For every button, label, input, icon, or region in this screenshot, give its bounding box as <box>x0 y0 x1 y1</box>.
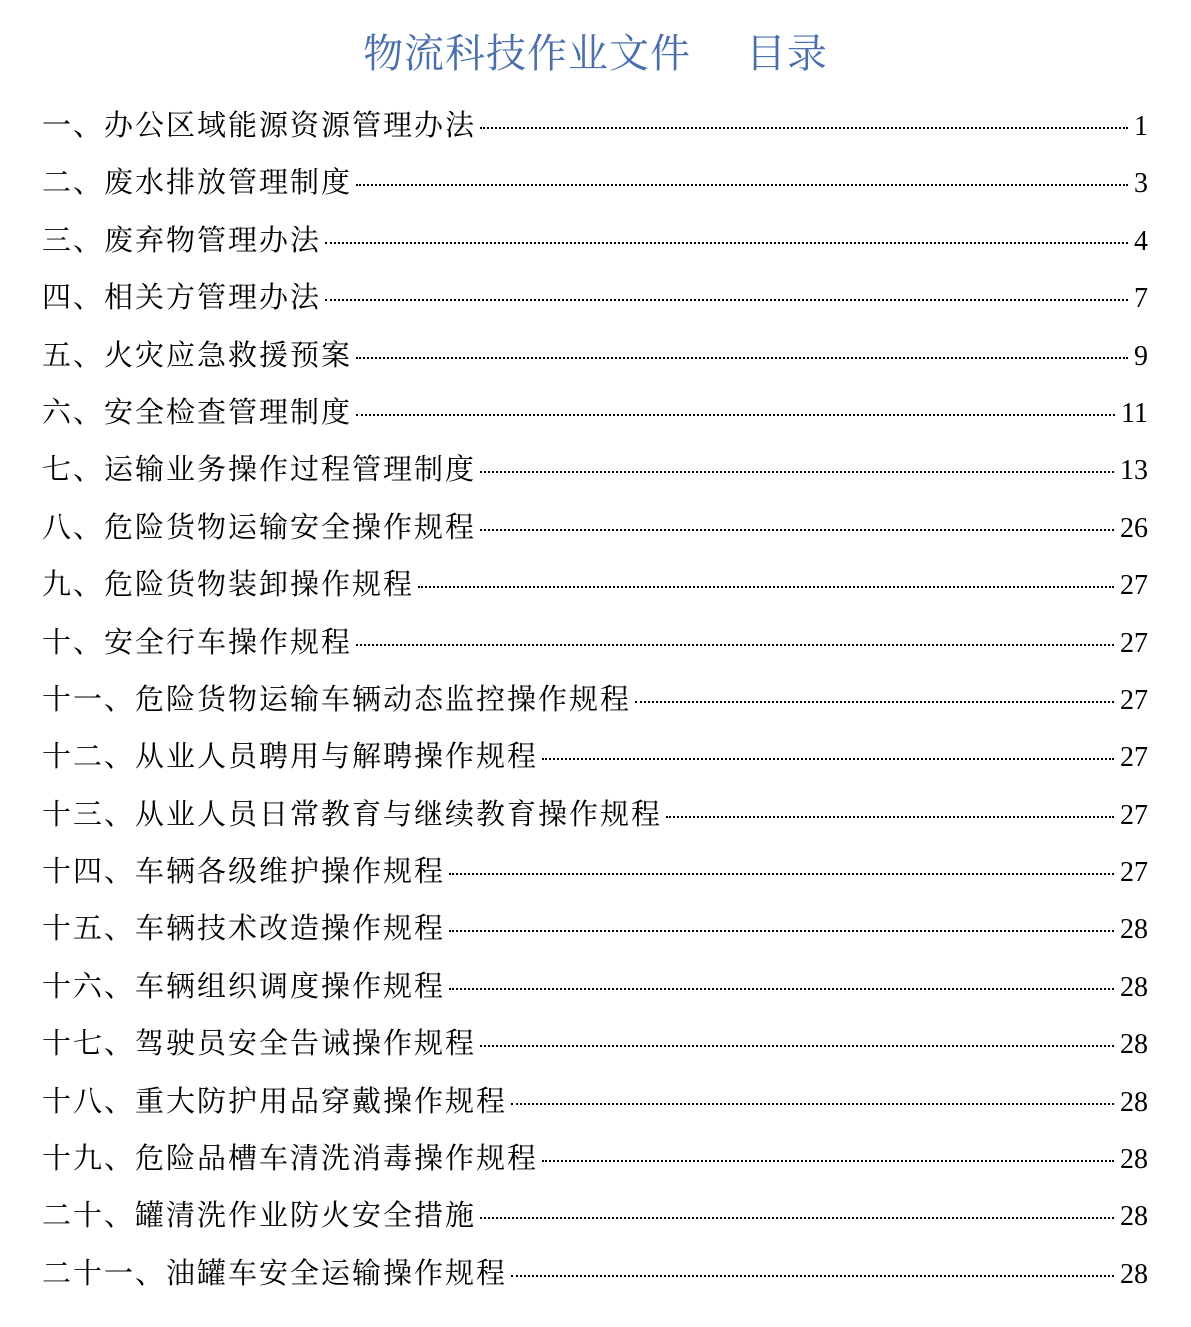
toc-entry[interactable] <box>42 1073 1148 1130</box>
toc-entry[interactable] <box>42 269 1148 326</box>
toc-entry-page-number: 26 <box>1120 512 1148 544</box>
toc-entry-label: 二十、罐清洗作业防火安全措施 <box>42 1198 477 1233</box>
toc-dot-leader <box>480 529 1114 531</box>
toc-entry-label: 五、火灾应急救援预案 <box>42 337 353 372</box>
toc-dot-leader <box>511 1275 1114 1277</box>
toc-entry-label: 十、安全行车操作规程 <box>42 624 353 659</box>
toc-entry[interactable] <box>42 327 1148 384</box>
toc-entry-page-number: 4 <box>1134 225 1148 257</box>
toc-entry-label: 二十一、油罐车安全运输操作规程 <box>42 1255 508 1290</box>
toc-entry-label: 八、危险货物运输安全操作规程 <box>42 509 477 544</box>
toc-entry[interactable] <box>42 441 1148 498</box>
toc-entry[interactable] <box>42 499 1148 556</box>
toc-entry[interactable] <box>42 958 1148 1015</box>
toc-entry-label: 三、废弃物管理办法 <box>42 222 322 257</box>
toc-dot-leader <box>542 758 1114 760</box>
toc-dot-leader <box>480 127 1128 129</box>
toc-entry-label: 七、运输业务操作过程管理制度 <box>42 452 477 487</box>
toc-entry[interactable] <box>42 1245 1148 1302</box>
toc-entry-label: 十九、危险品槽车清洗消毒操作规程 <box>42 1141 539 1176</box>
toc-entry[interactable] <box>42 97 1148 154</box>
toc-entry[interactable] <box>42 900 1148 957</box>
toc-entry-label: 四、相关方管理办法 <box>42 280 322 315</box>
toc-entry[interactable] <box>42 154 1148 211</box>
toc-entry-page-number: 3 <box>1134 168 1148 200</box>
toc-entry-label: 十六、车辆组织调度操作规程 <box>42 968 446 1003</box>
toc-entry-page-number: 28 <box>1120 1086 1148 1118</box>
toc-entry[interactable] <box>42 384 1148 441</box>
toc-entry-page-number: 28 <box>1120 1144 1148 1176</box>
toc-entry-label: 十二、从业人员聘用与解聘操作规程 <box>42 739 539 774</box>
toc-dot-leader <box>511 1103 1114 1105</box>
toc-entry-page-number: 13 <box>1120 455 1148 487</box>
toc-dot-leader <box>480 1217 1114 1219</box>
toc-entry[interactable] <box>42 1130 1148 1187</box>
toc-entry-label: 十七、驾驶员安全告诫操作规程 <box>42 1026 477 1061</box>
toc-entry[interactable] <box>42 671 1148 728</box>
toc-dot-leader <box>542 1160 1114 1162</box>
toc-dot-leader <box>449 930 1114 932</box>
toc-dot-leader <box>325 242 1128 244</box>
toc-entry-page-number: 27 <box>1120 799 1148 831</box>
toc-entry-page-number: 27 <box>1120 684 1148 716</box>
toc-entry-label: 一、办公区域能源资源管理办法 <box>42 108 477 142</box>
toc-dot-leader <box>449 988 1114 990</box>
toc-entry-label: 十四、车辆各级维护操作规程 <box>42 854 446 889</box>
toc-dot-leader <box>418 586 1114 588</box>
toc-entry[interactable] <box>42 212 1148 269</box>
toc-entry-label: 十三、从业人员日常教育与继续教育操作规程 <box>42 796 663 831</box>
toc-entry-label: 九、危险货物装卸操作规程 <box>42 567 415 602</box>
toc-entry-page-number: 28 <box>1120 914 1148 946</box>
toc-entry-page-number: 28 <box>1120 971 1148 1003</box>
toc-entry-page-number: 7 <box>1134 283 1148 315</box>
toc-entry-page-number: 11 <box>1121 397 1148 429</box>
toc-entry-page-number: 1 <box>1134 111 1148 142</box>
toc-entry[interactable] <box>42 1015 1148 1072</box>
toc-dot-leader <box>356 184 1128 186</box>
toc-entry[interactable] <box>42 614 1148 671</box>
toc-entry-page-number: 27 <box>1120 857 1148 889</box>
toc-entry[interactable] <box>42 728 1148 785</box>
toc-entry-page-number: 27 <box>1120 742 1148 774</box>
toc-dot-leader <box>356 644 1114 646</box>
toc-dot-leader <box>480 471 1114 473</box>
toc-entry[interactable] <box>42 786 1148 843</box>
toc-entry-label: 六、安全检查管理制度 <box>42 394 353 429</box>
toc-entry[interactable] <box>42 1187 1148 1244</box>
toc-dot-leader <box>356 414 1115 416</box>
table-of-contents <box>42 97 1148 1302</box>
toc-entry-page-number: 28 <box>1120 1029 1148 1061</box>
toc-entry-page-number: 27 <box>1120 570 1148 602</box>
toc-entry-page-number: 9 <box>1134 340 1148 372</box>
toc-entry[interactable] <box>42 556 1148 613</box>
toc-entry-label: 十五、车辆技术改造操作规程 <box>42 911 446 946</box>
toc-dot-leader <box>666 816 1114 818</box>
toc-dot-leader <box>635 701 1114 703</box>
toc-entry-page-number: 28 <box>1120 1258 1148 1290</box>
toc-entry-label: 十一、危险货物运输车辆动态监控操作规程 <box>42 681 632 716</box>
toc-entry-label: 二、废水排放管理制度 <box>42 165 353 200</box>
toc-entry[interactable] <box>42 843 1148 900</box>
toc-entry-page-number: 28 <box>1120 1201 1148 1233</box>
toc-entry-label: 十八、重大防护用品穿戴操作规程 <box>42 1083 508 1118</box>
toc-entry-page-number: 27 <box>1120 627 1148 659</box>
toc-dot-leader <box>449 873 1114 875</box>
toc-dot-leader <box>325 299 1128 301</box>
page-title: 物流科技作业文件 目录 <box>363 31 828 77</box>
toc-dot-leader <box>480 1045 1114 1047</box>
toc-dot-leader <box>356 357 1128 359</box>
